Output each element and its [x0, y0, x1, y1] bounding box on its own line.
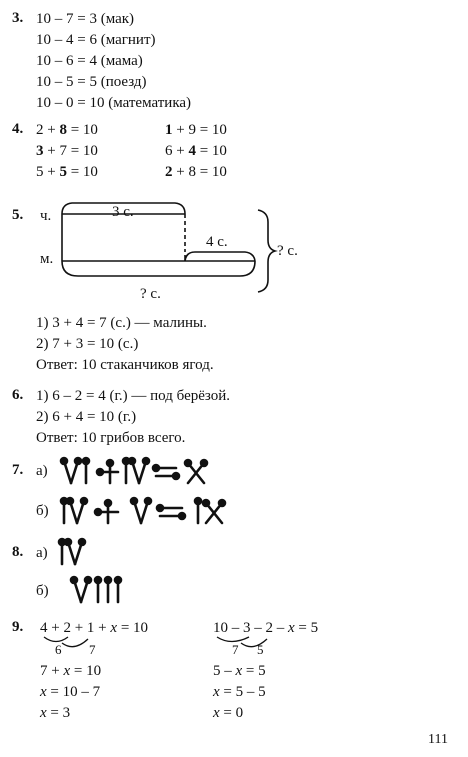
ex9-right-step-1: 5 – x = 5: [213, 663, 266, 679]
diagram-label-m: м.: [40, 251, 54, 267]
ex3-line-4: 10 – 5 = 5 (поезд): [36, 74, 147, 90]
ex9-left-step-3: x = 3: [40, 705, 71, 721]
arc-3c: [62, 203, 185, 214]
diagram-top-segment-label: 3 с.: [112, 204, 134, 220]
ex9-right-step-3: x = 0: [213, 705, 244, 721]
diagram-brace-question: ? с.: [277, 243, 298, 259]
ex4-right-eq-1: 1 + 9 = 10: [165, 122, 227, 138]
ex3-line-3: 10 – 6 = 4 (мама): [36, 53, 143, 69]
ex6-line-2: 2) 6 + 4 = 10 (г.): [36, 409, 137, 425]
matchstick-equation-7b: [60, 495, 240, 535]
exercise-number-8: 8.: [12, 544, 24, 560]
ex7-label-b: б): [36, 503, 49, 519]
ex3-line-2: 10 – 4 = 6 (магнит): [36, 32, 156, 48]
exercise-number-4: 4.: [12, 121, 24, 137]
ex5-line-1: 1) 3 + 4 = 7 (с.) — малины.: [36, 315, 207, 331]
exercise-number-7: 7.: [12, 462, 24, 478]
ex9-right-grouping-arcs: [213, 630, 333, 660]
ex3-line-1: 10 – 7 = 3 (мак): [36, 11, 135, 27]
ex5-line-2: 2) 7 + 3 = 10 (с.): [36, 336, 139, 352]
ex9-right-subtotal-2: 5: [257, 642, 264, 657]
ex5-line-3: Ответ: 10 стаканчиков ягод.: [36, 357, 214, 373]
diagram-bottom-question: ? с.: [140, 286, 161, 302]
matchstick-numeral-8b: [70, 574, 140, 614]
exercise-number-6: 6.: [12, 387, 24, 403]
ex9-left-subtotal-2: 7: [89, 642, 96, 657]
diagram-label-ch: ч.: [40, 208, 52, 224]
ex6-line-1: 1) 6 – 2 = 4 (г.) — под берёзой.: [36, 388, 230, 404]
ex3-line-5: 10 – 0 = 10 (математика): [36, 95, 192, 111]
ex4-right-eq-2: 6 + 4 = 10: [165, 143, 227, 159]
ex9-left-step-1: 7 + x = 10: [40, 663, 102, 679]
ex4-left-eq-1: 2 + 8 = 10: [36, 122, 98, 138]
ex9-right-expression: 10 – 3 – 2 – x = 5: [213, 620, 319, 636]
ex9-left-step-2: x = 10 – 7: [40, 684, 101, 700]
arc-bottom-total: [62, 261, 255, 276]
page-number: 111: [428, 732, 448, 747]
ex7-label-a: а): [36, 463, 48, 479]
ex9-left-expression: 4 + 2 + 1 + x = 10: [40, 620, 149, 636]
ex4-left-eq-2: 3 + 7 = 10: [36, 143, 98, 159]
segment-diagram: [0, 0, 468, 300]
ex8-label-b: б): [36, 583, 49, 599]
diagram-extra-segment-label: 4 с.: [206, 234, 228, 250]
ex9-left-subtotal-1: 6: [55, 642, 62, 657]
ex8-label-a: а): [36, 545, 48, 561]
ex4-left-eq-3: 5 + 5 = 10: [36, 164, 98, 180]
exercise-number-5: 5.: [12, 207, 24, 223]
ex9-right-step-2: x = 5 – 5: [213, 684, 266, 700]
exercise-number-9: 9.: [12, 619, 24, 635]
exercise-number-3: 3.: [12, 10, 24, 26]
matchstick-equation-7a: [60, 455, 220, 495]
ex9-right-subtotal-1: 7: [232, 642, 239, 657]
matchstick-numeral-8a: [58, 536, 98, 576]
brace-right: [258, 210, 275, 292]
arc-4c: [185, 252, 255, 261]
ex6-line-3: Ответ: 10 грибов всего.: [36, 430, 186, 446]
ex4-right-eq-3: 2 + 8 = 10: [165, 164, 227, 180]
